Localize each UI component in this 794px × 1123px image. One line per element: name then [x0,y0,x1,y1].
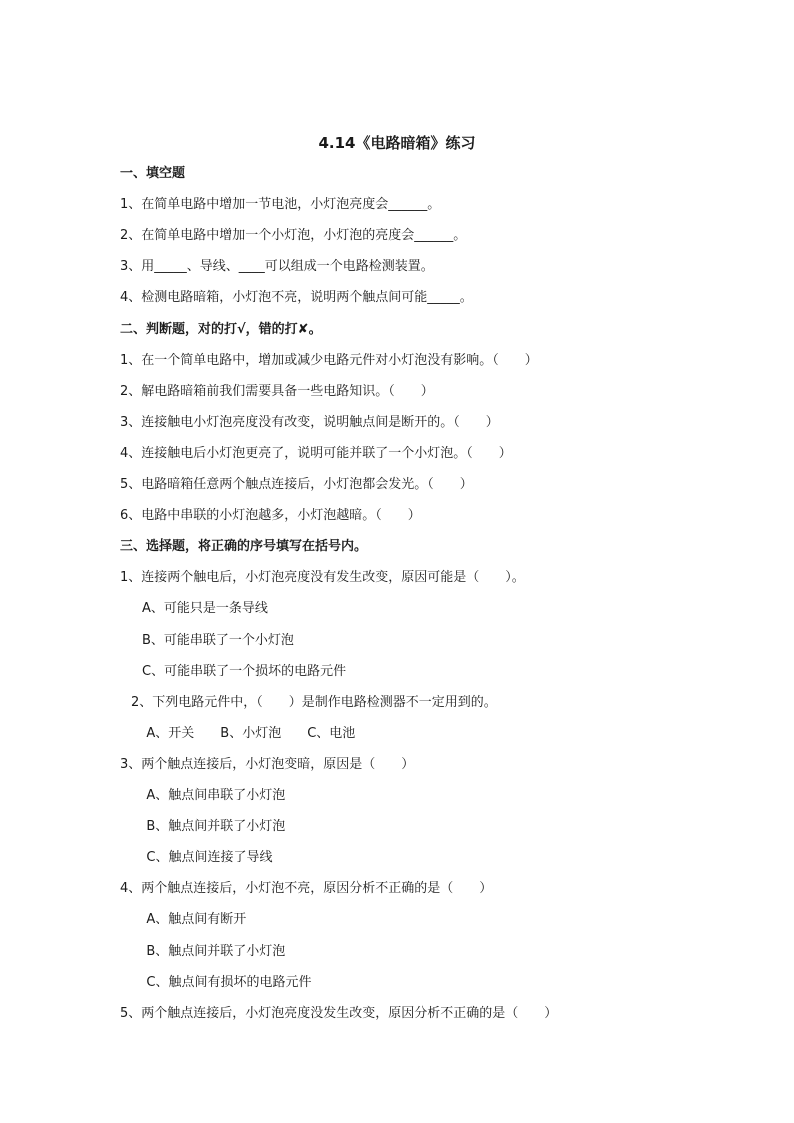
question-line: 6、电路中串联的小灯泡越多，小灯泡越暗。（ ） [120,508,421,524]
question-line: 1、连接两个触电后，小灯泡亮度没有发生改变，原因可能是（ ）。 [120,570,525,586]
question-line: 1、在一个简单电路中，增加或减少电路元件对小灯泡没有影响。（ ） [120,352,538,368]
question-line: 3、用_____、导线、____可以组成一个电路检测装置。 [120,259,434,275]
question-line: 2、解电路暗箱前我们需要具备一些电路知识。（ ） [120,383,434,399]
question-line: C、可能串联了一个损坏的电路元件 [142,663,347,679]
question-line: 4、检测电路暗箱，小灯泡不亮，说明两个触点间可能_____。 [120,290,473,306]
question-line: 4、两个触点连接后，小灯泡不亮，原因分析不正确的是（ ） [120,881,493,897]
question-line: 2、在简单电路中增加一个小灯泡，小灯泡的亮度会______。 [120,228,467,244]
question-line: 2、下列电路元件中，（ ）是制作电路检测器不一定用到的。 [131,694,497,710]
question-line: 5、两个触点连接后，小灯泡亮度没发生改变，原因分析不正确的是（ ） [120,1005,558,1021]
question-line: 4、连接触电后小灯泡更亮了，说明可能并联了一个小灯泡。（ ） [120,445,512,461]
section-heading: 一、填空题 [120,166,186,181]
question-line: A、触点间串联了小灯泡 [146,788,286,803]
question-line: A、可能只是一条导线 [142,601,268,617]
question-line: A、开关 B、小灯泡 C、电池 [146,725,356,741]
question-line: 3、两个触点连接后，小灯泡变暗，原因是（ ） [120,756,415,772]
question-line: B、触点间并联了小灯泡 [146,943,286,959]
question-line: B、可能串联了一个小灯泡 [142,632,294,648]
question-line: 3、连接触电小灯泡亮度没有改变，说明触点间是断开的。（ ） [120,414,499,430]
question-line: C、触点间有损坏的电路元件 [146,974,312,990]
question-line: 1、在简单电路中增加一节电池，小灯泡亮度会______。 [120,197,441,213]
question-line: C、触点间连接了导线 [146,850,273,866]
section-heading: 二、判断题，对的打√，错的打✘。 [120,321,322,337]
page-title: 4.14《电路暗箱》练习 [318,134,476,152]
question-line: A、触点间有断开 [146,912,247,928]
question-line: 5、电路暗箱任意两个触点连接后，小灯泡都会发光。（ ） [120,477,473,492]
section-heading: 三、选择题，将正确的序号填写在括号内。 [120,539,368,555]
question-line: B、触点间并联了小灯泡 [146,819,286,835]
